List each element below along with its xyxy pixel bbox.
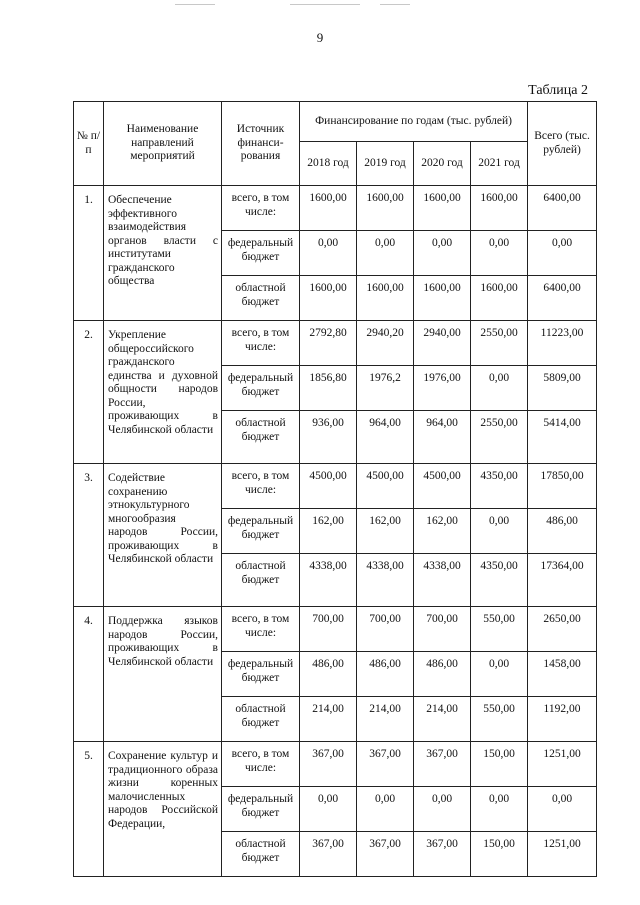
year-value: 964,00	[357, 411, 414, 464]
year-value: 367,00	[357, 832, 414, 877]
year-value: 936,00	[300, 411, 357, 464]
year-value: 486,00	[414, 652, 471, 697]
total-value: 1458,00	[528, 652, 597, 697]
year-value: 2550,00	[471, 321, 528, 366]
direction-name: Обеспечение эффективного взаимодействия органов власти с институтами гражданского общества	[104, 186, 222, 321]
row-number: 3.	[74, 464, 104, 607]
total-value: 1251,00	[528, 832, 597, 877]
total-value: 486,00	[528, 509, 597, 554]
year-value: 367,00	[300, 832, 357, 877]
year-value: 367,00	[414, 832, 471, 877]
year-value: 4500,00	[357, 464, 414, 509]
year-value: 1600,00	[300, 276, 357, 321]
year-value: 550,00	[471, 697, 528, 742]
year-value: 550,00	[471, 607, 528, 652]
year-value: 700,00	[414, 607, 471, 652]
year-value: 1600,00	[357, 276, 414, 321]
year-value: 0,00	[357, 231, 414, 276]
year-value: 2792,80	[300, 321, 357, 366]
year-value: 486,00	[300, 652, 357, 697]
year-value: 214,00	[300, 697, 357, 742]
funding-source: федеральный бюджет	[222, 652, 300, 697]
funding-source: областной бюджет	[222, 554, 300, 607]
table-row	[74, 464, 597, 509]
year-value: 0,00	[300, 231, 357, 276]
row-number: 4.	[74, 607, 104, 742]
year-value: 0,00	[414, 787, 471, 832]
table-row	[74, 321, 597, 366]
year-value: 162,00	[414, 509, 471, 554]
scan-artifact	[175, 4, 215, 5]
funding-source: федеральный бюджет	[222, 366, 300, 411]
header-year: 2019 год	[357, 142, 414, 186]
year-value: 2550,00	[471, 411, 528, 464]
funding-source: областной бюджет	[222, 276, 300, 321]
table-row	[74, 607, 597, 652]
year-value: 1856,80	[300, 366, 357, 411]
year-value: 0,00	[471, 366, 528, 411]
funding-source: областной бюджет	[222, 697, 300, 742]
year-value: 1600,00	[414, 186, 471, 231]
year-value: 0,00	[471, 652, 528, 697]
year-value: 1976,00	[414, 366, 471, 411]
total-value: 6400,00	[528, 186, 597, 231]
year-value: 486,00	[357, 652, 414, 697]
row-number: 1.	[74, 186, 104, 321]
year-value: 4350,00	[471, 464, 528, 509]
year-value: 0,00	[414, 231, 471, 276]
total-value: 17850,00	[528, 464, 597, 509]
year-value: 214,00	[357, 697, 414, 742]
header-year: 2021 год	[471, 142, 528, 186]
funding-source: всего, в том числе:	[222, 321, 300, 366]
total-value: 5809,00	[528, 366, 597, 411]
total-value: 0,00	[528, 231, 597, 276]
funding-source: всего, в том числе:	[222, 464, 300, 509]
row-number: 2.	[74, 321, 104, 464]
table-row	[74, 742, 597, 787]
funding-source: областной бюджет	[222, 411, 300, 464]
year-value: 150,00	[471, 742, 528, 787]
total-value: 2650,00	[528, 607, 597, 652]
year-value: 0,00	[357, 787, 414, 832]
year-value: 162,00	[357, 509, 414, 554]
year-value: 214,00	[414, 697, 471, 742]
year-value: 4338,00	[414, 554, 471, 607]
total-value: 1192,00	[528, 697, 597, 742]
total-value: 1251,00	[528, 742, 597, 787]
year-value: 1600,00	[300, 186, 357, 231]
total-value: 11223,00	[528, 321, 597, 366]
year-value: 0,00	[300, 787, 357, 832]
year-value: 2940,00	[414, 321, 471, 366]
row-number: 5.	[74, 742, 104, 877]
page-number: 9	[316, 30, 324, 45]
header-number: № п/п	[74, 102, 104, 186]
year-value: 150,00	[471, 832, 528, 877]
funding-source: всего, в том числе:	[222, 186, 300, 231]
year-value: 4338,00	[300, 554, 357, 607]
year-value: 0,00	[471, 231, 528, 276]
table-caption: Таблица 2	[528, 83, 588, 98]
header-total: Всего (тыс. рублей)	[528, 102, 597, 186]
funding-source: федеральный бюджет	[222, 787, 300, 832]
year-value: 1976,2	[357, 366, 414, 411]
total-value: 5414,00	[528, 411, 597, 464]
year-value: 700,00	[300, 607, 357, 652]
year-value: 1600,00	[414, 276, 471, 321]
header-direction: Наименование направлений мероприятий	[104, 102, 222, 186]
direction-name: Поддержка языков народов России, проживающих в Челябинской области	[104, 607, 222, 742]
header-year: 2018 год	[300, 142, 357, 186]
year-value: 964,00	[414, 411, 471, 464]
funding-source: всего, в том числе:	[222, 607, 300, 652]
direction-name: Содействие сохранению этнокультурного многообразия народов России, проживающих в Челябинской области	[104, 464, 222, 607]
year-value: 367,00	[414, 742, 471, 787]
year-value: 1600,00	[471, 276, 528, 321]
year-value: 1600,00	[357, 186, 414, 231]
direction-name: Укрепление общероссийского гражданского единства и духовной общности народов России, проживающих в Челябинской области	[104, 321, 222, 464]
funding-source: федеральный бюджет	[222, 231, 300, 276]
total-value: 17364,00	[528, 554, 597, 607]
financing-table	[73, 101, 597, 877]
year-value: 4500,00	[300, 464, 357, 509]
header-source: Источник финанси-рования	[222, 102, 300, 186]
year-value: 367,00	[357, 742, 414, 787]
year-value: 700,00	[357, 607, 414, 652]
year-value: 0,00	[471, 509, 528, 554]
year-value: 162,00	[300, 509, 357, 554]
total-value: 6400,00	[528, 276, 597, 321]
year-value: 4500,00	[414, 464, 471, 509]
year-value: 2940,20	[357, 321, 414, 366]
year-value: 4350,00	[471, 554, 528, 607]
funding-source: всего, в том числе:	[222, 742, 300, 787]
total-value: 0,00	[528, 787, 597, 832]
year-value: 1600,00	[471, 186, 528, 231]
year-value: 4338,00	[357, 554, 414, 607]
scan-artifact	[380, 4, 410, 5]
year-value: 0,00	[471, 787, 528, 832]
direction-name: Сохранение культур и традиционного образа жизни коренных малочисленных народов Российской Федерации,	[104, 742, 222, 877]
header-financing: Финансирование по годам (тыс. рублей)	[300, 102, 528, 142]
header-year: 2020 год	[414, 142, 471, 186]
scan-artifact	[290, 4, 360, 5]
year-value: 367,00	[300, 742, 357, 787]
funding-source: областной бюджет	[222, 832, 300, 877]
funding-source: федеральный бюджет	[222, 509, 300, 554]
table-row	[74, 186, 597, 231]
